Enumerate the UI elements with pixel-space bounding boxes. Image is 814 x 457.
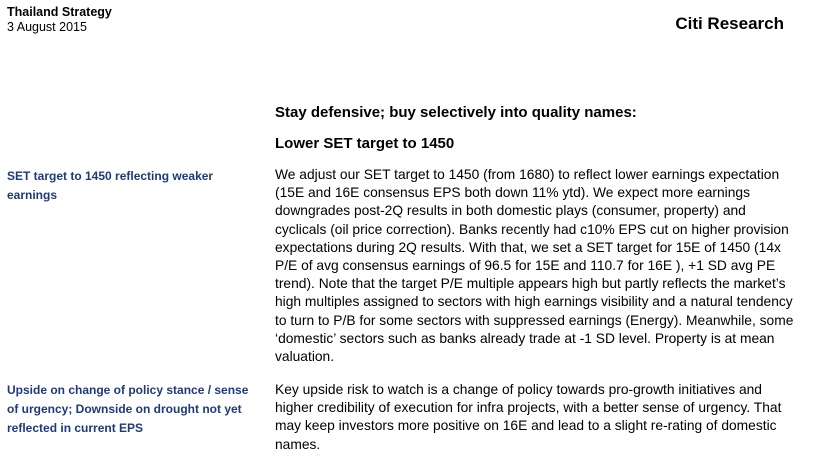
brand-logo-text: Citi Research: [675, 14, 784, 33]
paragraph-upside-risk: Key upside risk to watch is a change of policy towards pro-growth initiatives and higher credibility of execution for infra projects, with a better sense of urgency. That may keep investors more positive on 16E and lead to a slight re-rating of domestic names.: [275, 382, 782, 452]
report-series-title: Thailand Strategy: [7, 5, 112, 19]
document-header: [7, 5, 112, 35]
paragraph-set-target: We adjust our SET target to 1450 (from 1680) to reflect lower earnings expectation (15E and 16E consensus EPS both down 11% ytd). We expect more earnings downgrades post-2Q results in both domestic plays (consumer, property) and cyclicals (oil price correction). Banks recently had c10% EPS cut on higher provision expectations during 2Q results. With that, we set a SET target for 15E of 1450 (14x P/E of avg consensus earnings of 96.5 for 15E and 110.7 for 16E ), +1 SD avg PE trend). Note that the target P/E multiple appears high but partly reflects the market’s high multiples assigned to sectors with high earnings visibility and a natural tendency to turn to P/B for some sectors with suppressed earnings (Energy). Meanwhile, some ‘domestic’ sectors such as banks already trade at -1 SD level. Property is at mean valuation.: [275, 167, 794, 365]
main-heading: Stay defensive; buy selectively into quality names:: [275, 104, 637, 121]
report-date: 3 August 2015: [7, 20, 87, 34]
sub-heading: Lower SET target to 1450: [275, 135, 455, 152]
sidenote-upside-downside: Upside on change of policy stance / sense of urgency; Downside on drought not yet reflected in current EPS: [7, 383, 249, 435]
sidenote-set-target: SET target to 1450 reflecting weaker earnings: [7, 169, 214, 202]
